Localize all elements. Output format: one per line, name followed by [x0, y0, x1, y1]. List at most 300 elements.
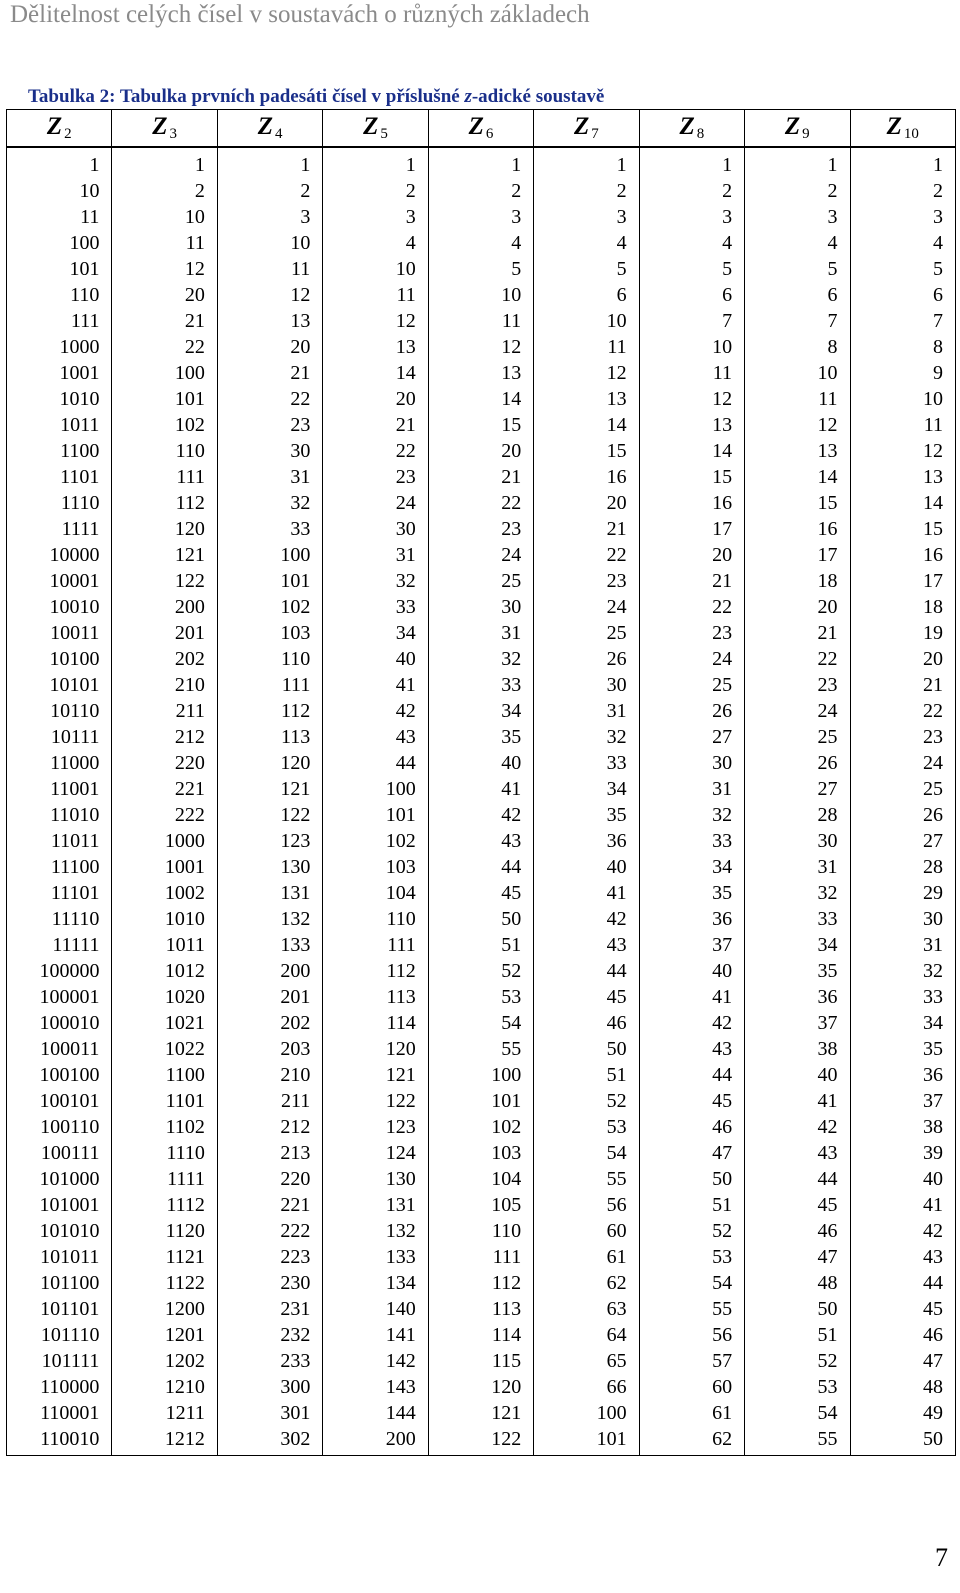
table-cell-z3: 1120 — [112, 1218, 217, 1244]
table-cell-z6: 120 — [428, 1374, 533, 1400]
table-cell-z6: 105 — [428, 1192, 533, 1218]
table-row — [7, 308, 956, 334]
table-cell-z6: 5 — [428, 256, 533, 282]
table-cell-z4: 222 — [217, 1218, 322, 1244]
table-cell-z8: 46 — [639, 1114, 744, 1140]
table-cell-z8: 61 — [639, 1400, 744, 1426]
column-letter: Z — [257, 113, 273, 140]
table-cell-z10: 30 — [850, 906, 956, 932]
table-cell-z4: 13 — [217, 308, 322, 334]
table-cell-z8: 25 — [639, 672, 744, 698]
table-cell-z6: 41 — [428, 776, 533, 802]
table-cell-z10: 20 — [850, 646, 956, 672]
table-cell-z5: 4 — [323, 230, 428, 256]
table-row — [7, 568, 956, 594]
table-cell-z2: 101010 — [7, 1218, 112, 1244]
table-cell-z7: 25 — [534, 620, 639, 646]
table-cell-z4: 103 — [217, 620, 322, 646]
table-cell-z4: 101 — [217, 568, 322, 594]
table-cell-z8: 32 — [639, 802, 744, 828]
table-cell-z9: 48 — [745, 1270, 850, 1296]
table-cell-z2: 1 — [7, 147, 112, 178]
table-cell-z10: 15 — [850, 516, 956, 542]
table-cell-z2: 100010 — [7, 1010, 112, 1036]
table-cell-z6: 102 — [428, 1114, 533, 1140]
table-row — [7, 1348, 956, 1374]
table-cell-z9: 52 — [745, 1348, 850, 1374]
table-cell-z6: 13 — [428, 360, 533, 386]
table-cell-z6: 11 — [428, 308, 533, 334]
table-cell-z2: 101101 — [7, 1296, 112, 1322]
table-cell-z8: 60 — [639, 1374, 744, 1400]
table-cell-z9: 41 — [745, 1088, 850, 1114]
table-cell-z9: 25 — [745, 724, 850, 750]
table-row — [7, 386, 956, 412]
table-cell-z3: 1020 — [112, 984, 217, 1010]
column-base-subscript: 7 — [591, 126, 599, 142]
table-cell-z7: 101 — [534, 1426, 639, 1456]
table-cell-z9: 42 — [745, 1114, 850, 1140]
table-cell-z2: 11110 — [7, 906, 112, 932]
table-cell-z8: 14 — [639, 438, 744, 464]
table-cell-z3: 1212 — [112, 1426, 217, 1456]
table-row — [7, 1400, 956, 1426]
table-cell-z2: 1101 — [7, 464, 112, 490]
table-cell-z9: 32 — [745, 880, 850, 906]
table-row — [7, 1322, 956, 1348]
table-cell-z4: 32 — [217, 490, 322, 516]
table-cell-z4: 213 — [217, 1140, 322, 1166]
table-cell-z5: 120 — [323, 1036, 428, 1062]
table-cell-z7: 46 — [534, 1010, 639, 1036]
table-cell-z9: 16 — [745, 516, 850, 542]
table-row — [7, 1374, 956, 1400]
table-cell-z2: 10001 — [7, 568, 112, 594]
table-cell-z2: 11101 — [7, 880, 112, 906]
table-header — [7, 110, 956, 148]
table-cell-z2: 10011 — [7, 620, 112, 646]
table-cell-z10: 35 — [850, 1036, 956, 1062]
table-cell-z6: 44 — [428, 854, 533, 880]
table-cell-z4: 112 — [217, 698, 322, 724]
table-cell-z2: 111 — [7, 308, 112, 334]
table-cell-z3: 212 — [112, 724, 217, 750]
table-cell-z3: 22 — [112, 334, 217, 360]
table-cell-z3: 1002 — [112, 880, 217, 906]
table-cell-z2: 11100 — [7, 854, 112, 880]
column-letter: Z — [152, 113, 168, 140]
table-cell-z6: 15 — [428, 412, 533, 438]
table-cell-z5: 10 — [323, 256, 428, 282]
table-cell-z9: 24 — [745, 698, 850, 724]
table-cell-z4: 123 — [217, 828, 322, 854]
table-row — [7, 1166, 956, 1192]
table-cell-z5: 32 — [323, 568, 428, 594]
table-cell-z10: 2 — [850, 178, 956, 204]
table-cell-z4: 301 — [217, 1400, 322, 1426]
table-cell-z3: 110 — [112, 438, 217, 464]
table-cell-z10: 3 — [850, 204, 956, 230]
table-cell-z6: 43 — [428, 828, 533, 854]
table-cell-z9: 37 — [745, 1010, 850, 1036]
table-cell-z3: 10 — [112, 204, 217, 230]
table-cell-z7: 16 — [534, 464, 639, 490]
table-cell-z10: 16 — [850, 542, 956, 568]
table-cell-z7: 31 — [534, 698, 639, 724]
table-cell-z7: 12 — [534, 360, 639, 386]
table-cell-z10: 33 — [850, 984, 956, 1010]
table-cell-z3: 1111 — [112, 1166, 217, 1192]
table-cell-z8: 24 — [639, 646, 744, 672]
running-header: Dělitelnost celých čísel v soustavách o různých základech — [10, 1, 590, 28]
table-cell-z9: 38 — [745, 1036, 850, 1062]
table-cell-z4: 121 — [217, 776, 322, 802]
table-cell-z8: 13 — [639, 412, 744, 438]
table-cell-z6: 10 — [428, 282, 533, 308]
table-cell-z7: 61 — [534, 1244, 639, 1270]
table-cell-z5: 33 — [323, 594, 428, 620]
column-letter: Z — [363, 113, 379, 140]
table-cell-z2: 11011 — [7, 828, 112, 854]
table-cell-z5: 114 — [323, 1010, 428, 1036]
table-cell-z3: 1 — [112, 147, 217, 178]
table-row — [7, 646, 956, 672]
table-cell-z10: 17 — [850, 568, 956, 594]
table-cell-z6: 50 — [428, 906, 533, 932]
table-row — [7, 178, 956, 204]
table-cell-z5: 130 — [323, 1166, 428, 1192]
table-cell-z5: 121 — [323, 1062, 428, 1088]
column-header-z8 — [639, 110, 744, 148]
table-cell-z6: 103 — [428, 1140, 533, 1166]
table-cell-z2: 100111 — [7, 1140, 112, 1166]
table-cell-z8: 12 — [639, 386, 744, 412]
table-cell-z9: 21 — [745, 620, 850, 646]
table-cell-z7: 51 — [534, 1062, 639, 1088]
table-cell-z7: 65 — [534, 1348, 639, 1374]
table-cell-z10: 37 — [850, 1088, 956, 1114]
table-cell-z4: 211 — [217, 1088, 322, 1114]
table-cell-z4: 132 — [217, 906, 322, 932]
table-row — [7, 1010, 956, 1036]
table-cell-z4: 212 — [217, 1114, 322, 1140]
table-row — [7, 542, 956, 568]
table-cell-z4: 31 — [217, 464, 322, 490]
table-cell-z4: 11 — [217, 256, 322, 282]
table-cell-z3: 101 — [112, 386, 217, 412]
table-cell-z9: 36 — [745, 984, 850, 1010]
table-cell-z7: 6 — [534, 282, 639, 308]
table-cell-z8: 62 — [639, 1426, 744, 1456]
table-cell-z2: 100011 — [7, 1036, 112, 1062]
table-cell-z8: 45 — [639, 1088, 744, 1114]
table-cell-z4: 202 — [217, 1010, 322, 1036]
table-cell-z7: 66 — [534, 1374, 639, 1400]
table-cell-z10: 28 — [850, 854, 956, 880]
table-cell-z10: 21 — [850, 672, 956, 698]
table-cell-z3: 1011 — [112, 932, 217, 958]
table-row — [7, 1218, 956, 1244]
table-cell-z4: 111 — [217, 672, 322, 698]
table-cell-z10: 26 — [850, 802, 956, 828]
table-cell-z7: 22 — [534, 542, 639, 568]
table-cell-z8: 36 — [639, 906, 744, 932]
table-cell-z5: 122 — [323, 1088, 428, 1114]
table-cell-z9: 10 — [745, 360, 850, 386]
table-cell-z9: 5 — [745, 256, 850, 282]
table-cell-z6: 51 — [428, 932, 533, 958]
column-letter: Z — [574, 113, 590, 140]
caption-variable: z — [464, 86, 472, 107]
table-cell-z6: 2 — [428, 178, 533, 204]
table-cell-z8: 22 — [639, 594, 744, 620]
table-cell-z6: 14 — [428, 386, 533, 412]
table-cell-z6: 54 — [428, 1010, 533, 1036]
table-cell-z8: 43 — [639, 1036, 744, 1062]
table-cell-z7: 52 — [534, 1088, 639, 1114]
table-cell-z10: 22 — [850, 698, 956, 724]
caption-prefix: Tabulka 2: Tabulka prvních padesáti čísel v příslušné — [28, 86, 465, 107]
table-cell-z10: 38 — [850, 1114, 956, 1140]
table-cell-z4: 30 — [217, 438, 322, 464]
table-cell-z9: 26 — [745, 750, 850, 776]
table-cell-z10: 36 — [850, 1062, 956, 1088]
table-cell-z3: 121 — [112, 542, 217, 568]
table-cell-z4: 12 — [217, 282, 322, 308]
table-cell-z2: 11111 — [7, 932, 112, 958]
table-cell-z10: 10 — [850, 386, 956, 412]
table-cell-z9: 35 — [745, 958, 850, 984]
table-cell-z6: 20 — [428, 438, 533, 464]
table-cell-z4: 23 — [217, 412, 322, 438]
table-row — [7, 204, 956, 230]
table-cell-z4: 221 — [217, 1192, 322, 1218]
table-cell-z5: 134 — [323, 1270, 428, 1296]
table-cell-z9: 1 — [745, 147, 850, 178]
table-cell-z2: 1000 — [7, 334, 112, 360]
table-cell-z9: 22 — [745, 646, 850, 672]
table-cell-z5: 22 — [323, 438, 428, 464]
table-cell-z7: 45 — [534, 984, 639, 1010]
table-cell-z10: 25 — [850, 776, 956, 802]
table-cell-z9: 54 — [745, 1400, 850, 1426]
table-cell-z9: 23 — [745, 672, 850, 698]
table-row — [7, 698, 956, 724]
table-row — [7, 1426, 956, 1456]
table-cell-z3: 111 — [112, 464, 217, 490]
table-cell-z3: 1012 — [112, 958, 217, 984]
table-cell-z8: 56 — [639, 1322, 744, 1348]
table-cell-z8: 15 — [639, 464, 744, 490]
table-cell-z5: 110 — [323, 906, 428, 932]
page-number: 7 — [935, 1543, 948, 1572]
table-cell-z2: 1011 — [7, 412, 112, 438]
table-cell-z2: 100001 — [7, 984, 112, 1010]
table-cell-z10: 48 — [850, 1374, 956, 1400]
table-cell-z5: 3 — [323, 204, 428, 230]
table-cell-z6: 104 — [428, 1166, 533, 1192]
table-cell-z8: 30 — [639, 750, 744, 776]
table-cell-z9: 4 — [745, 230, 850, 256]
table-row — [7, 1114, 956, 1140]
table-cell-z8: 42 — [639, 1010, 744, 1036]
table-cell-z3: 1122 — [112, 1270, 217, 1296]
table-cell-z8: 11 — [639, 360, 744, 386]
table-cell-z10: 8 — [850, 334, 956, 360]
table-cell-z3: 1121 — [112, 1244, 217, 1270]
table-cell-z7: 33 — [534, 750, 639, 776]
table-cell-z5: 21 — [323, 412, 428, 438]
table-cell-z9: 30 — [745, 828, 850, 854]
column-header-z6 — [428, 110, 533, 148]
table-cell-z10: 41 — [850, 1192, 956, 1218]
table-cell-z3: 221 — [112, 776, 217, 802]
table-row — [7, 620, 956, 646]
table-cell-z2: 11 — [7, 204, 112, 230]
table-cell-z3: 21 — [112, 308, 217, 334]
table-cell-z8: 2 — [639, 178, 744, 204]
table-cell-z7: 23 — [534, 568, 639, 594]
table-cell-z6: 25 — [428, 568, 533, 594]
table-cell-z6: 122 — [428, 1426, 533, 1456]
table-cell-z7: 26 — [534, 646, 639, 672]
table-cell-z4: 113 — [217, 724, 322, 750]
column-base-subscript: 10 — [903, 126, 919, 142]
table-cell-z10: 7 — [850, 308, 956, 334]
table-cell-z5: 104 — [323, 880, 428, 906]
table-cell-z4: 22 — [217, 386, 322, 412]
table-cell-z10: 27 — [850, 828, 956, 854]
table-cell-z7: 43 — [534, 932, 639, 958]
table-cell-z8: 50 — [639, 1166, 744, 1192]
table-cell-z3: 1101 — [112, 1088, 217, 1114]
table-cell-z5: 132 — [323, 1218, 428, 1244]
table-cell-z8: 27 — [639, 724, 744, 750]
table-cell-z2: 10010 — [7, 594, 112, 620]
table-cell-z6: 52 — [428, 958, 533, 984]
table-cell-z7: 35 — [534, 802, 639, 828]
table-cell-z7: 5 — [534, 256, 639, 282]
table-cell-z2: 1010 — [7, 386, 112, 412]
table-cell-z8: 4 — [639, 230, 744, 256]
table-cell-z10: 32 — [850, 958, 956, 984]
table-cell-z10: 18 — [850, 594, 956, 620]
table-cell-z10: 23 — [850, 724, 956, 750]
table-cell-z10: 42 — [850, 1218, 956, 1244]
table-cell-z5: 200 — [323, 1426, 428, 1456]
table-cell-z7: 64 — [534, 1322, 639, 1348]
column-base-subscript: 4 — [274, 126, 283, 142]
table-cell-z5: 141 — [323, 1322, 428, 1348]
table-cell-z10: 24 — [850, 750, 956, 776]
table-cell-z8: 16 — [639, 490, 744, 516]
table-cell-z6: 55 — [428, 1036, 533, 1062]
table-row — [7, 672, 956, 698]
table-cell-z2: 10111 — [7, 724, 112, 750]
table-cell-z3: 122 — [112, 568, 217, 594]
table-cell-z8: 26 — [639, 698, 744, 724]
table-row — [7, 776, 956, 802]
table-row — [7, 958, 956, 984]
table-cell-z7: 62 — [534, 1270, 639, 1296]
table-cell-z5: 1 — [323, 147, 428, 178]
table-cell-z8: 31 — [639, 776, 744, 802]
table-cell-z10: 1 — [850, 147, 956, 178]
table-row — [7, 464, 956, 490]
table-cell-z4: 20 — [217, 334, 322, 360]
table-cell-z6: 31 — [428, 620, 533, 646]
table-cell-z6: 113 — [428, 1296, 533, 1322]
table-row — [7, 1296, 956, 1322]
table-cell-z2: 100 — [7, 230, 112, 256]
column-header-z3 — [112, 110, 217, 148]
table-row — [7, 828, 956, 854]
table-cell-z7: 60 — [534, 1218, 639, 1244]
table-cell-z4: 223 — [217, 1244, 322, 1270]
table-cell-z4: 233 — [217, 1348, 322, 1374]
table-cell-z3: 100 — [112, 360, 217, 386]
table-cell-z3: 202 — [112, 646, 217, 672]
table-cell-z4: 300 — [217, 1374, 322, 1400]
table-cell-z7: 24 — [534, 594, 639, 620]
table-cell-z10: 4 — [850, 230, 956, 256]
table-cell-z10: 43 — [850, 1244, 956, 1270]
table-cell-z9: 31 — [745, 854, 850, 880]
column-letter: Z — [784, 113, 801, 140]
table-row — [7, 1036, 956, 1062]
table-caption — [28, 86, 604, 108]
table-cell-z8: 51 — [639, 1192, 744, 1218]
table-cell-z9: 55 — [745, 1426, 850, 1456]
table-cell-z5: 133 — [323, 1244, 428, 1270]
table-cell-z8: 41 — [639, 984, 744, 1010]
table-cell-z3: 1022 — [112, 1036, 217, 1062]
table-cell-z9: 28 — [745, 802, 850, 828]
table-cell-z7: 21 — [534, 516, 639, 542]
table-cell-z6: 114 — [428, 1322, 533, 1348]
table-cell-z6: 12 — [428, 334, 533, 360]
column-header-z5 — [323, 110, 428, 148]
table-cell-z7: 32 — [534, 724, 639, 750]
table-cell-z10: 49 — [850, 1400, 956, 1426]
table-cell-z4: 302 — [217, 1426, 322, 1456]
table-row — [7, 1140, 956, 1166]
table-cell-z4: 33 — [217, 516, 322, 542]
table-row — [7, 1244, 956, 1270]
table-cell-z8: 7 — [639, 308, 744, 334]
table-row — [7, 1192, 956, 1218]
table-cell-z5: 100 — [323, 776, 428, 802]
table-cell-z7: 44 — [534, 958, 639, 984]
table-cell-z2: 100110 — [7, 1114, 112, 1140]
table-cell-z2: 10110 — [7, 698, 112, 724]
table-cell-z10: 45 — [850, 1296, 956, 1322]
table-cell-z7: 63 — [534, 1296, 639, 1322]
table-cell-z10: 46 — [850, 1322, 956, 1348]
table-cell-z8: 40 — [639, 958, 744, 984]
table-cell-z6: 33 — [428, 672, 533, 698]
table-cell-z7: 50 — [534, 1036, 639, 1062]
table-cell-z2: 100100 — [7, 1062, 112, 1088]
table-cell-z5: 144 — [323, 1400, 428, 1426]
table-cell-z10: 50 — [850, 1426, 956, 1456]
column-header-z2 — [7, 110, 112, 148]
table-cell-z3: 220 — [112, 750, 217, 776]
table-row — [7, 984, 956, 1010]
table-cell-z5: 31 — [323, 542, 428, 568]
table-cell-z6: 121 — [428, 1400, 533, 1426]
table-cell-z2: 101000 — [7, 1166, 112, 1192]
